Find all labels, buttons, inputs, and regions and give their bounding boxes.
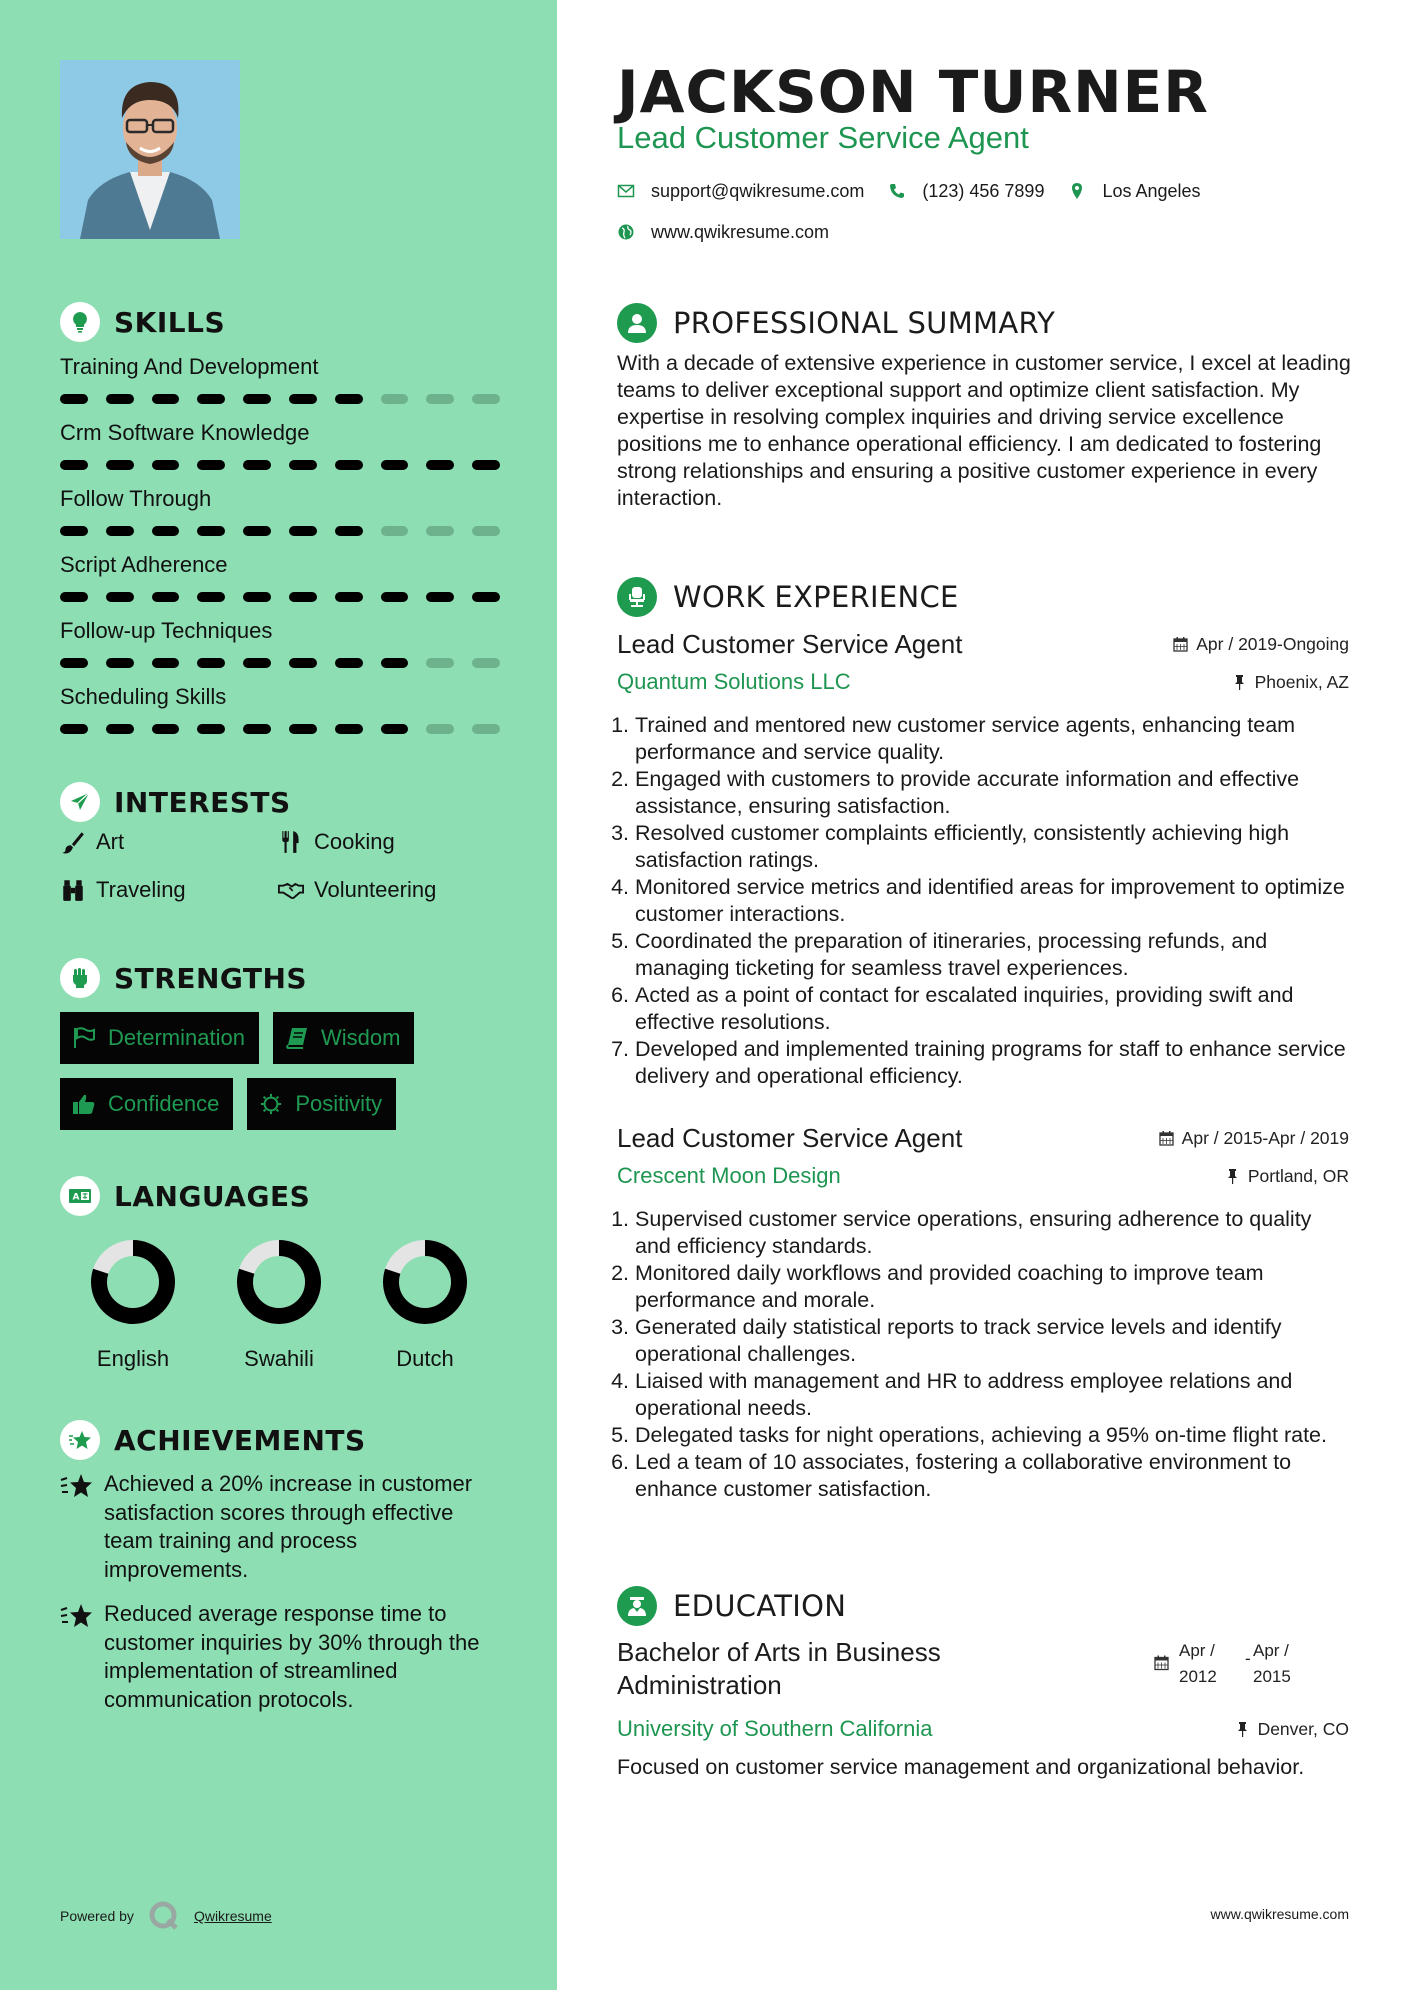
skill-level-segment — [426, 460, 454, 470]
skill-level-segment — [243, 394, 271, 404]
paintbrush-icon — [60, 829, 86, 855]
skill-level-segment — [426, 592, 454, 602]
map-pin-icon — [1068, 182, 1086, 200]
skill-item — [60, 614, 500, 680]
skill-level-segment — [152, 658, 180, 668]
powered-by-label: Powered by — [60, 1908, 134, 1924]
language-item — [206, 1238, 352, 1372]
candidate-title: Lead Customer Service Agent — [617, 120, 1029, 155]
skill-level-segment — [243, 724, 271, 734]
interest-label: Volunteering — [314, 877, 437, 902]
end-year: 2015 — [1253, 1667, 1291, 1686]
strengths-list — [60, 1012, 520, 1130]
achievements-heading — [60, 1420, 366, 1460]
job-entry — [617, 1120, 1349, 1503]
job-bullet: 3. Resolved customer complaints efficiently, consistently achieving high satisfaction ratings. — [635, 820, 1349, 874]
education-description: Focused on customer service management and organizational behavior. — [617, 1755, 1305, 1779]
language-donut-chart — [235, 1238, 323, 1326]
skill-level-segment — [472, 526, 500, 536]
skill-level-segment — [289, 592, 317, 602]
star-icon — [60, 1420, 100, 1460]
summary-heading — [617, 303, 1055, 343]
skill-level-segment — [60, 592, 88, 602]
skill-level-segment — [60, 394, 88, 404]
skill-level-segment — [335, 394, 363, 404]
job-bullet: 5. Delegated tasks for night operations, achieving a 95% on-time flight rate. — [635, 1422, 1349, 1449]
summary-text: With a decade of extensive experience in customer service, I excel at leading teams to deliver exceptional support and optimize client satisfaction. My expertise in resolving complex inquiries and driving service excellence positions me to enhance operational efficiency. I am dedicated to fostering strong relationships and ensuring a positive customer experience in every interaction. — [617, 351, 1351, 510]
achievements-title: ACHIEVEMENTS — [114, 1423, 366, 1457]
skill-level-segment — [106, 658, 134, 668]
skill-label: Training And Development — [60, 354, 319, 379]
education-heading — [617, 1586, 846, 1626]
skill-label: Follow Through — [60, 486, 212, 511]
job-bullet: 6. Led a team of 10 associates, fostering a collaborative environment to enhance customer satisfaction. — [635, 1449, 1349, 1503]
start-month: Apr / — [1179, 1641, 1215, 1660]
skill-level-segment — [106, 724, 134, 734]
skill-label: Follow-up Techniques — [60, 618, 273, 643]
skill-level-segment — [335, 724, 363, 734]
job-company: Crescent Moon Design — [617, 1163, 841, 1188]
contact-website[interactable] — [617, 222, 829, 243]
language-donut-chart — [89, 1238, 177, 1326]
interests-title: INTERESTS — [114, 785, 291, 819]
website-text: www.qwikresume.com — [651, 221, 830, 242]
thumbs-up-icon — [72, 1093, 96, 1115]
strength-badge — [247, 1078, 396, 1130]
skill-level-segment — [243, 460, 271, 470]
qwikresume-link[interactable]: Qwikresume — [193, 1908, 272, 1924]
contact-info — [617, 178, 1225, 260]
skills-title: SKILLS — [114, 305, 226, 339]
globe-icon — [617, 223, 635, 241]
summary-title: PROFESSIONAL SUMMARY — [673, 306, 1056, 340]
skill-level-bar — [60, 724, 500, 734]
skill-item — [60, 680, 500, 746]
calendar-icon — [1159, 1130, 1174, 1146]
skill-level-segment — [152, 460, 180, 470]
skill-level-segment — [106, 526, 134, 536]
interests-heading — [60, 782, 291, 822]
skill-level-segment — [152, 394, 180, 404]
job-location-text: Portland, OR — [1247, 1165, 1349, 1186]
paper-plane-icon — [60, 782, 100, 822]
strength-label: Confidence — [108, 1091, 220, 1116]
pushpin-icon — [1232, 674, 1247, 690]
strength-label: Wisdom — [320, 1025, 401, 1050]
job-bullets — [617, 712, 1349, 1090]
powered-by — [60, 1900, 272, 1932]
skill-item — [60, 548, 500, 614]
skill-level-segment — [426, 658, 454, 668]
skill-level-segment — [243, 592, 271, 602]
job-dates-text: Apr / 2019-Ongoing — [1196, 633, 1349, 654]
contact-location — [1068, 181, 1200, 202]
flag-icon — [72, 1027, 96, 1049]
job-bullet: 1. Supervised customer service operations, ensuring adherence to quality and efficiency standards. — [635, 1206, 1349, 1260]
phone-icon — [888, 182, 906, 200]
skill-item — [60, 482, 500, 548]
interest-item — [278, 876, 508, 904]
skill-level-segment — [60, 460, 88, 470]
job-bullet: 3. Generated daily statistical reports to track service levels and identify operational challenges. — [635, 1314, 1349, 1368]
job-bullet: 2. Monitored daily workflows and provided coaching to improve team performance and morale. — [635, 1260, 1349, 1314]
job-bullet: 1. Trained and mentored new customer service agents, enhancing team performance and service quality. — [635, 712, 1349, 766]
skill-level-segment — [472, 658, 500, 668]
skill-level-bar — [60, 526, 500, 536]
skill-level-segment — [243, 658, 271, 668]
skill-level-segment — [381, 592, 409, 602]
skill-level-segment — [472, 724, 500, 734]
job-entry — [617, 626, 1349, 1090]
skill-level-segment — [426, 394, 454, 404]
sun-icon — [259, 1093, 283, 1115]
language-donut-chart — [381, 1238, 469, 1326]
strengths-heading — [60, 958, 307, 998]
skill-level-bar — [60, 394, 500, 404]
job-company: Quantum Solutions LLC — [617, 669, 851, 694]
strength-badge — [273, 1012, 414, 1064]
strength-badge — [60, 1078, 233, 1130]
pushpin-icon — [1235, 1721, 1250, 1737]
experience-heading — [617, 577, 959, 617]
job-role: Lead Customer Service Agent — [617, 628, 963, 659]
svg-text:A: A — [72, 1192, 80, 1203]
education-entry — [617, 1636, 1349, 1781]
skill-level-segment — [60, 724, 88, 734]
skill-level-segment — [243, 526, 271, 536]
interest-label: Art — [96, 829, 125, 854]
skill-level-segment — [335, 460, 363, 470]
user-icon — [617, 303, 657, 343]
skill-level-segment — [197, 724, 225, 734]
job-location — [1232, 672, 1349, 693]
language-item — [60, 1238, 206, 1372]
languages-list — [60, 1238, 520, 1372]
job-bullet: 4. Liaised with management and HR to address employee relations and operational needs. — [635, 1368, 1349, 1422]
skill-level-segment — [197, 460, 225, 470]
email-text: support@qwikresume.com — [651, 180, 865, 201]
skill-level-segment — [60, 526, 88, 536]
school-name: University of Southern California — [617, 1716, 933, 1741]
interest-item — [60, 828, 278, 856]
interest-item — [60, 876, 278, 904]
candidate-name: JACKSON TURNER — [617, 58, 1209, 126]
skill-level-segment — [289, 460, 317, 470]
skill-label: Script Adherence — [60, 552, 228, 577]
start-year: 2012 — [1179, 1667, 1217, 1686]
skill-level-segment — [472, 592, 500, 602]
sidebar — [0, 0, 557, 1990]
school-location-text: Denver, CO — [1257, 1718, 1349, 1739]
skill-level-segment — [426, 724, 454, 734]
skill-level-segment — [381, 724, 409, 734]
phone-text: (123) 456 7899 — [922, 180, 1045, 201]
job-bullet: 2. Engaged with customers to provide accurate information and effective assistance, ensuring satisfaction. — [635, 766, 1349, 820]
contact-email[interactable] — [617, 181, 864, 202]
pushpin-icon — [1225, 1168, 1240, 1184]
skill-level-segment — [289, 658, 317, 668]
interest-item — [278, 828, 508, 856]
language-label: Dutch — [396, 1346, 454, 1371]
skill-level-segment — [60, 658, 88, 668]
achievement-item — [60, 1600, 500, 1714]
strengths-title: STRENGTHS — [114, 961, 308, 995]
interests-list — [60, 828, 520, 904]
skill-level-segment — [106, 394, 134, 404]
fist-icon — [60, 958, 100, 998]
job-dates — [1173, 634, 1349, 655]
graduate-icon — [617, 1586, 657, 1626]
translate-icon — [60, 1176, 100, 1216]
education-dates — [1154, 1638, 1319, 1702]
skill-level-segment — [335, 592, 363, 602]
skill-level-segment — [381, 658, 409, 668]
skill-level-segment — [289, 526, 317, 536]
achievement-item — [60, 1470, 500, 1584]
skill-level-segment — [335, 658, 363, 668]
skill-level-segment — [289, 394, 317, 404]
office-chair-icon — [617, 577, 657, 617]
job-bullet: 6. Acted as a point of contact for escalated inquiries, providing swift and effective resolutions. — [635, 982, 1349, 1036]
skill-level-segment — [472, 460, 500, 470]
job-bullet: 5. Coordinated the preparation of itineraries, processing refunds, and managing ticketing for seamless travel experiences. — [635, 928, 1349, 982]
skill-level-segment — [426, 526, 454, 536]
skill-item — [60, 350, 500, 416]
skill-level-bar — [60, 460, 500, 470]
skill-level-segment — [381, 394, 409, 404]
languages-heading — [60, 1176, 310, 1216]
utensils-icon — [278, 829, 304, 855]
skill-label: Crm Software Knowledge — [60, 420, 310, 445]
strength-badge — [60, 1012, 259, 1064]
achievement-text: Reduced average response time to customer inquiries by 30% through the implementation of streamlined communication protocols. — [104, 1601, 480, 1712]
strength-label: Determination — [108, 1025, 245, 1050]
skill-level-segment — [472, 394, 500, 404]
main-content — [557, 0, 1407, 1990]
skill-level-bar — [60, 658, 500, 668]
skill-label: Scheduling Skills — [60, 684, 227, 709]
job-bullet: 4. Monitored service metrics and identified areas for improvement to optimize customer interactions. — [635, 874, 1349, 928]
language-item — [352, 1238, 498, 1372]
job-dates — [1159, 1128, 1349, 1149]
skill-level-bar — [60, 592, 500, 602]
degree: Bachelor of Arts in Business Administration — [617, 1637, 941, 1700]
end-month: Apr / — [1253, 1641, 1289, 1660]
lightbulb-icon — [60, 302, 100, 342]
contact-phone[interactable] — [888, 181, 1044, 202]
calendar-icon — [1173, 636, 1188, 652]
footer-website-link[interactable]: www.qwikresume.com — [1210, 1906, 1349, 1922]
job-bullet: 7. Developed and implemented training programs for staff to enhance service delivery and operational efficiency. — [635, 1036, 1349, 1090]
job-location — [1225, 1166, 1349, 1187]
job-location-text: Phoenix, AZ — [1254, 671, 1349, 692]
calendar-icon — [1154, 1654, 1169, 1671]
skill-level-segment — [152, 592, 180, 602]
skill-level-segment — [381, 526, 409, 536]
shooting-star-icon — [60, 1602, 94, 1630]
skill-level-segment — [152, 526, 180, 536]
achievement-text: Achieved a 20% increase in customer satisfaction scores through effective team training and process improvements. — [104, 1471, 473, 1582]
interest-label: Traveling — [96, 877, 186, 902]
skill-level-segment — [381, 460, 409, 470]
skill-level-segment — [197, 658, 225, 668]
date-separator: - — [1245, 1649, 1251, 1668]
handshake-icon — [278, 877, 304, 903]
qwikresume-logo-icon — [148, 1900, 180, 1932]
language-label: Swahili — [244, 1346, 314, 1371]
skill-level-segment — [289, 724, 317, 734]
skill-item — [60, 416, 500, 482]
school-location — [1235, 1719, 1349, 1740]
envelope-icon — [617, 182, 635, 200]
skills-heading — [60, 302, 225, 342]
strength-label: Positivity — [295, 1091, 383, 1116]
person-photo-icon — [60, 60, 240, 239]
skill-level-segment — [197, 526, 225, 536]
skill-level-segment — [197, 592, 225, 602]
achievements-list — [60, 1470, 500, 1730]
skill-level-segment — [335, 526, 363, 536]
interest-label: Cooking — [314, 829, 395, 854]
binoculars-icon — [60, 877, 86, 903]
skill-level-segment — [106, 592, 134, 602]
skill-level-segment — [106, 460, 134, 470]
skills-list — [60, 350, 500, 746]
education-title: EDUCATION — [673, 1589, 847, 1623]
job-dates-text: Apr / 2015-Apr / 2019 — [1181, 1127, 1349, 1148]
skill-level-segment — [152, 724, 180, 734]
job-bullets — [617, 1206, 1349, 1503]
languages-title: LANGUAGES — [114, 1179, 311, 1213]
experience-title: WORK EXPERIENCE — [673, 580, 959, 614]
job-role: Lead Customer Service Agent — [617, 1122, 963, 1153]
shooting-star-icon — [60, 1472, 94, 1500]
skill-level-segment — [197, 394, 225, 404]
book-icon — [285, 1027, 309, 1049]
profile-photo — [60, 60, 240, 239]
location-text: Los Angeles — [1102, 180, 1201, 201]
language-label: English — [96, 1346, 170, 1371]
